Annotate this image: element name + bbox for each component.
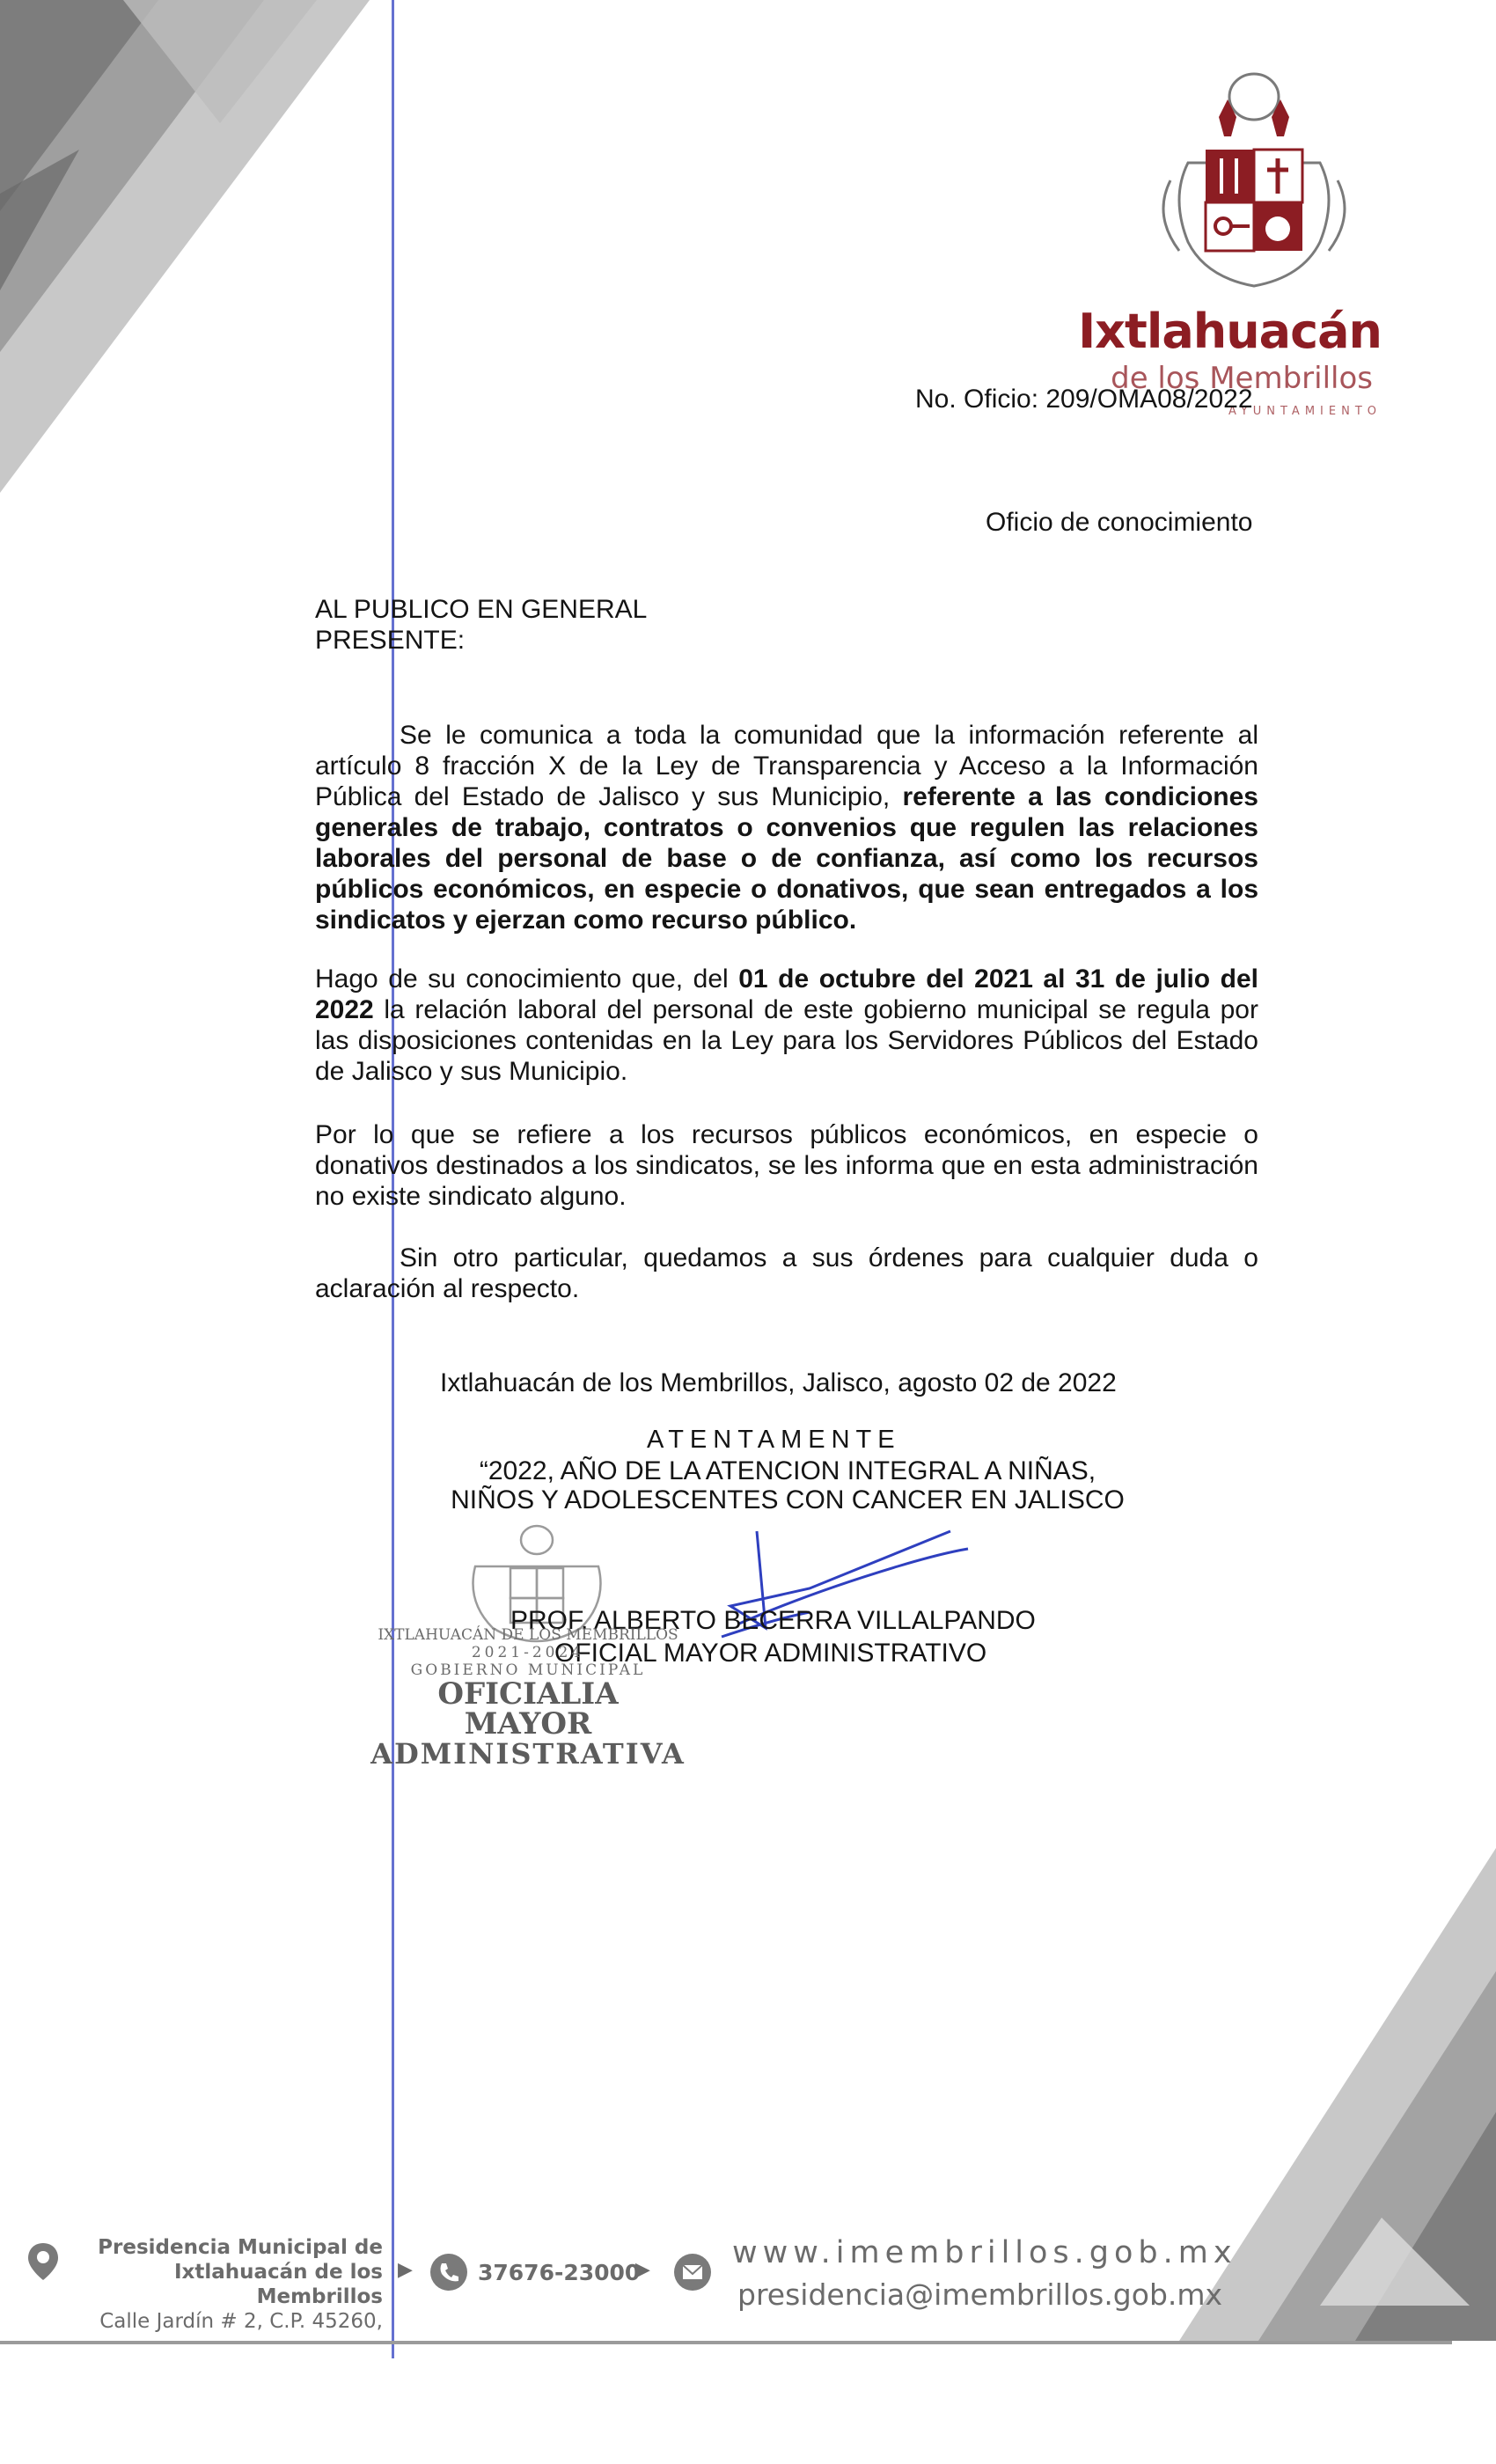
slogan: “2022, AÑO DE LA ATENCION INTEGRAL A NIÑAS, NIÑOS Y ADOLESCENTES CON CANCER EN JALISCO [451, 1456, 1125, 1514]
footer-website[interactable]: www.imembrillos.gob.mx [732, 2235, 1237, 2270]
addressee [315, 594, 647, 656]
footer-phone: 37676-23000 [478, 2260, 641, 2285]
stamp-line-4: OFICIALIA MAYOR [437, 1676, 619, 1742]
addressee-line-2: PRESENTE: [315, 626, 466, 655]
paragraph-2-dates: 01 de octubre del 2021 al 31 de julio del 2022 [315, 964, 1259, 1024]
oficio-number: No. Oficio: 209/OMA08/2022 [915, 385, 1253, 414]
footer-address [66, 2235, 383, 2334]
stamp-line-5: ADMINISTRATIVA [370, 1737, 686, 1771]
stamp-line-1: IXTLAHUACÁN DE LOS MEMBRILLOS [378, 1626, 678, 1644]
footer-address-line-3: Calle Jardín # 2, C.P. 45260, [99, 2310, 383, 2333]
closing: ATENTAMENTE [647, 1426, 901, 1454]
footer-divider [0, 2341, 1452, 2344]
paragraph-3: Por lo que se refiere a los recursos públicos económicos, en especie o donativos destinados a los sindicatos, se les informa que en esta administración no existe sindicato alguno. [315, 1120, 1258, 1211]
signer-name: PROF. ALBERTO BECERRA VILLALPANDO [510, 1606, 1036, 1635]
paragraph-2-text: Hago de su conocimiento que, del [315, 964, 739, 994]
footer-email[interactable]: presidencia@imembrillos.gob.mx [737, 2277, 1223, 2312]
paragraph-1 [315, 720, 1258, 935]
municipality-subtitle: de los Membrillos [1111, 361, 1373, 396]
ayuntamiento-label: AYUNTAMIENTO [1228, 405, 1382, 418]
oficio-type: Oficio de conocimiento [986, 508, 1253, 537]
municipality-name: Ixtlahuacán [1078, 304, 1382, 359]
place-date: Ixtlahuacán de los Membrillos, Jalisco, agosto 02 de 2022 [440, 1368, 1117, 1397]
municipal-crest-logo [1153, 66, 1355, 295]
location-pin-icon [26, 2241, 60, 2282]
official-stamp [370, 1626, 686, 1769]
stamp-line-3: GOBIERNO MUNICIPAL [410, 1661, 646, 1679]
paragraph-2 [315, 964, 1258, 1087]
stamp-line-2: 2021-2024 [471, 1644, 585, 1661]
phone-icon [429, 2253, 468, 2292]
footer-address-line-1: Presidencia Municipal de [98, 2236, 383, 2259]
corner-decoration-top-left [0, 0, 493, 493]
paragraph-4: Sin otro particular, quedamos a sus órdenes para cualquier duda o aclaración al respecto. [315, 1243, 1258, 1303]
signer-role: OFICIAL MAYOR ADMINISTRATIVO [554, 1639, 987, 1668]
addressee-line-1: AL PUBLICO EN GENERAL [315, 595, 648, 624]
footer-address-line-2: Ixtlahuacán de los Membrillos [173, 2261, 383, 2308]
footer-arrow-icon: ▶ [635, 2258, 650, 2280]
mail-icon [673, 2253, 712, 2292]
paragraph-1-text: Se le comunica a toda la comunidad que la información referente al artículo 8 fracción X de la Ley de Transparencia y Acceso a la Información Pública del Estado de Jalisco y sus Municipio, [315, 721, 1258, 811]
paragraph-2-text-end: la relación laboral del personal de este gobierno municipal se regula por las disposiciones contenidas en la Ley para los Servidores Públicos del Estado de Jalisco y sus Municipio. [315, 995, 1258, 1086]
paragraph-1-bold: referente a las condiciones generales de trabajo, contratos o convenios que regulen las relaciones laborales del personal de base o de confianza, así como los recursos públicos económicos, en especie o donativos, que sean entregados a los sindicatos y ejerzan como recurso público. [315, 782, 1258, 935]
footer-arrow-icon: ▶ [398, 2258, 413, 2280]
